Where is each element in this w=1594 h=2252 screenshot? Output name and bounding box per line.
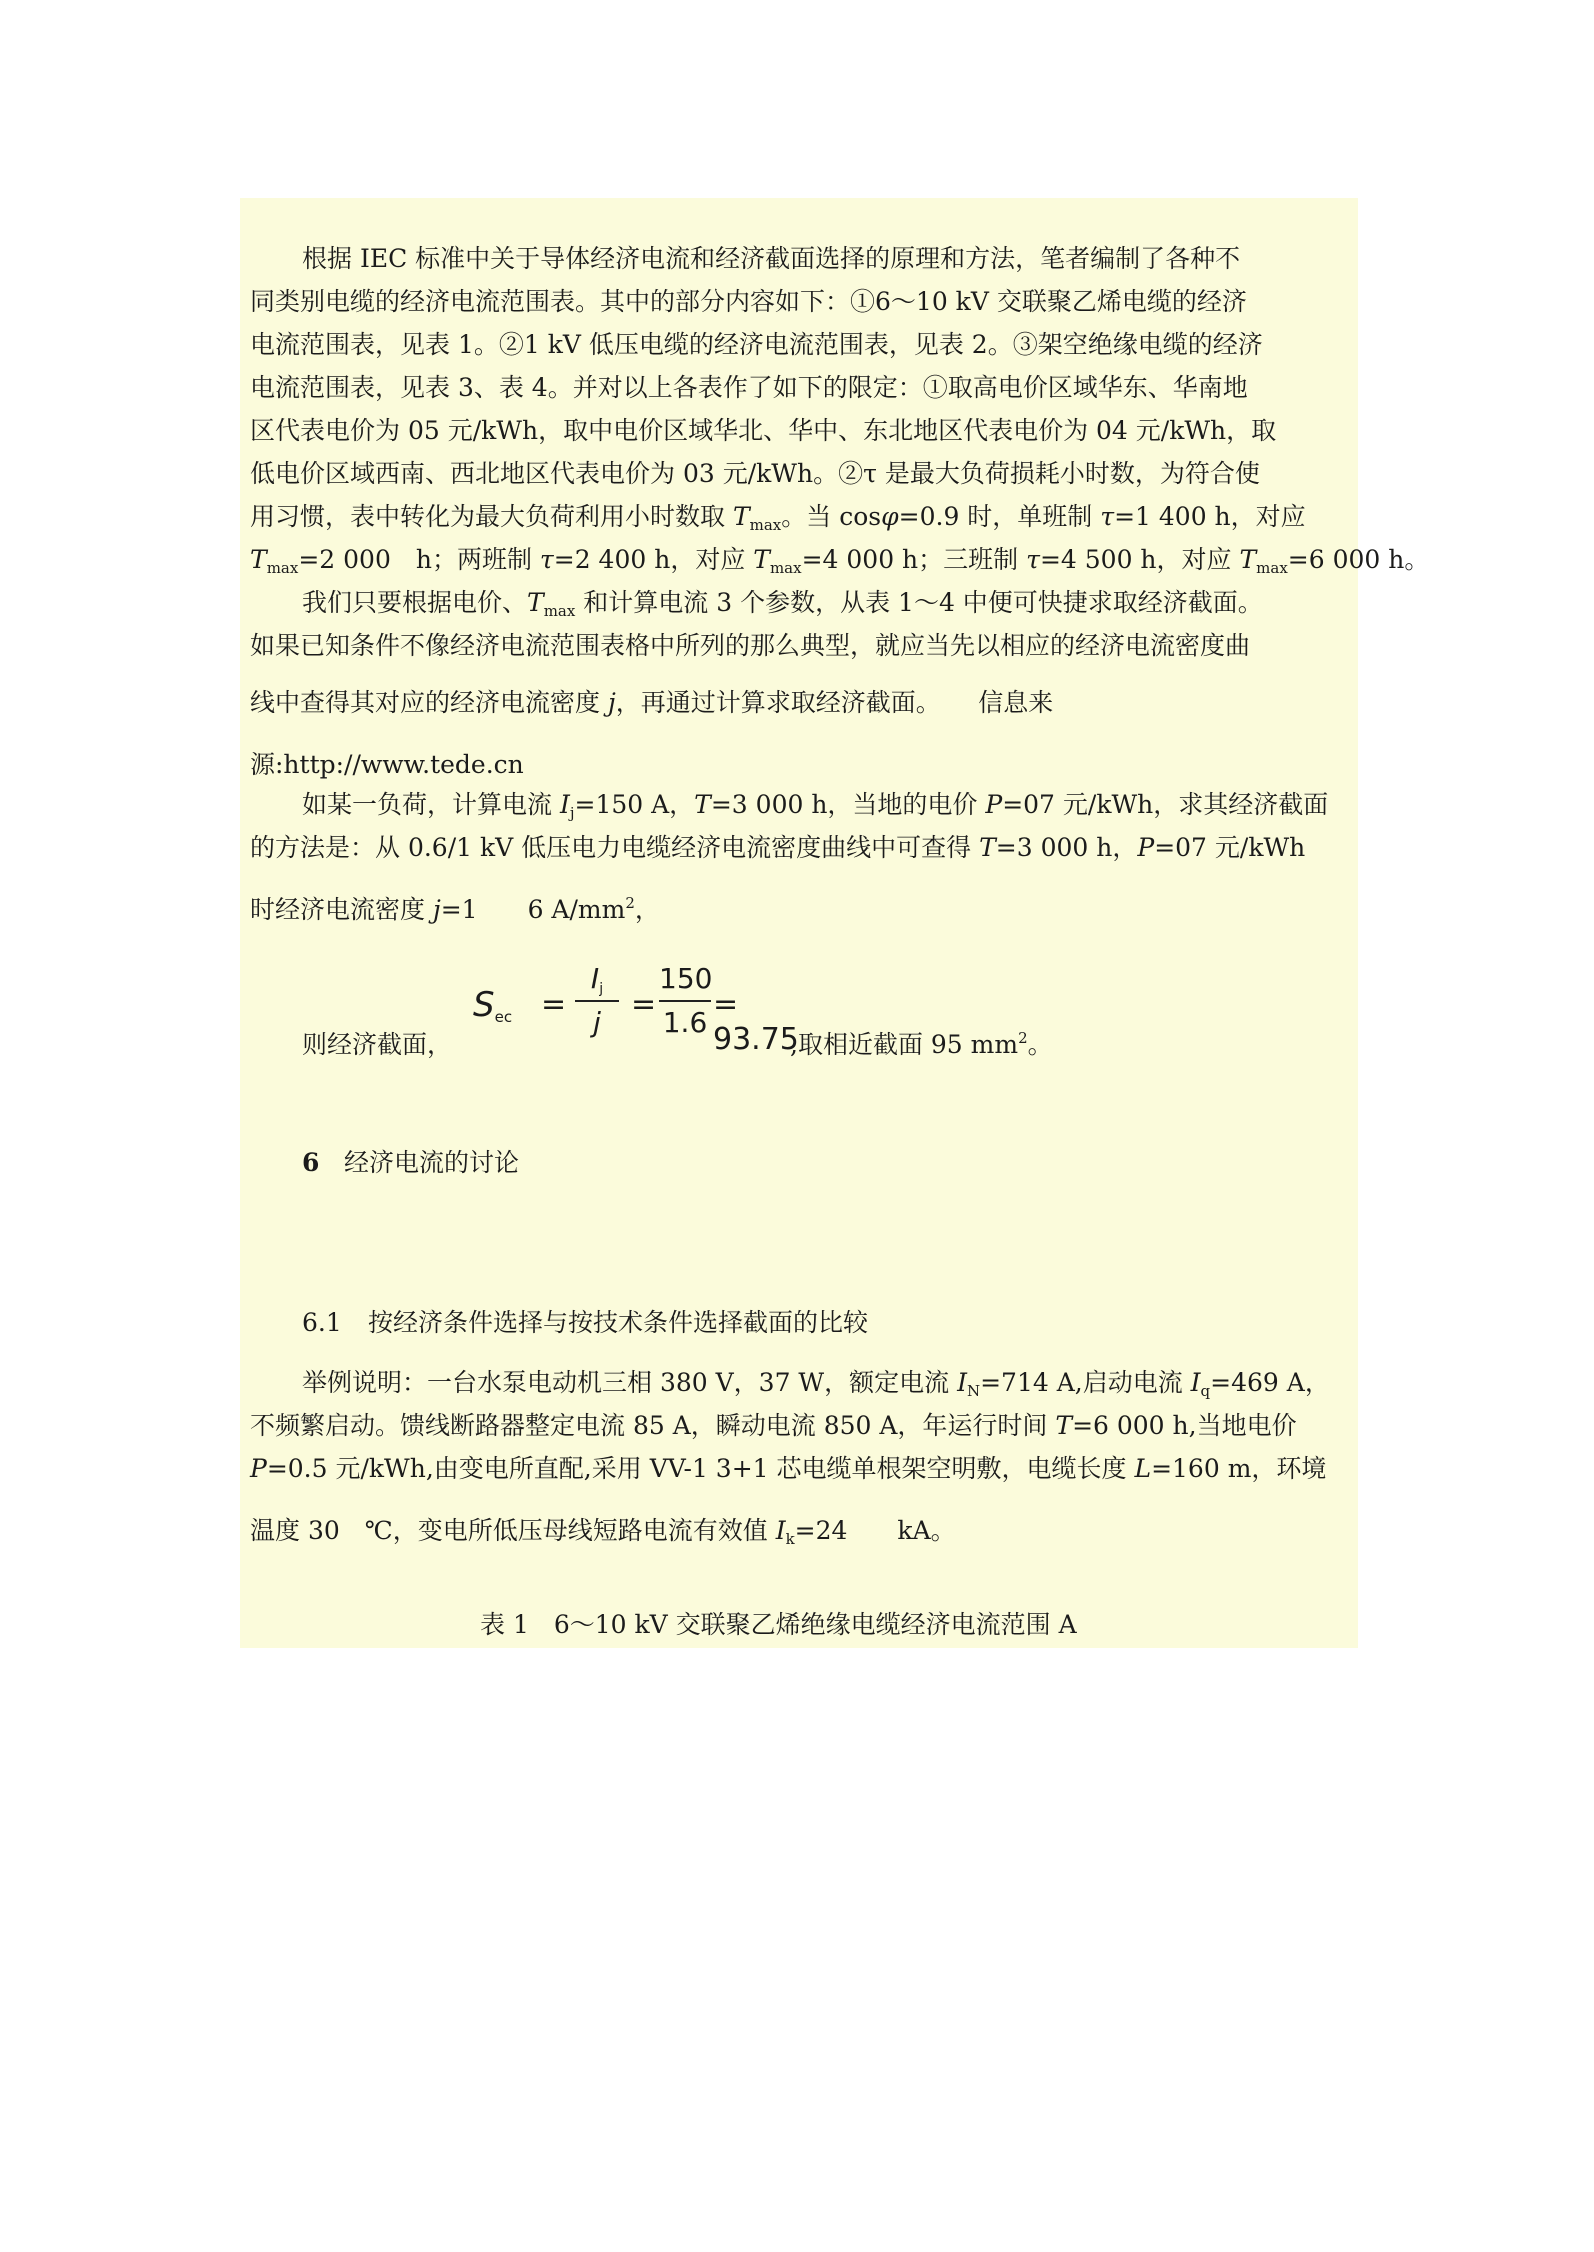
section-6-number: 6 (302, 1148, 320, 1177)
paragraph-1-line-1: 根据 IEC 标准中关于导体经济电流和经济截面选择的原理和方法，笔者编制了各种不 (302, 244, 1241, 273)
paragraph-1-line-5: 区代表电价为 05 元/kWh，取中电价区域华北、华中、东北地区代表电价为 04 元/kWh，取 (250, 416, 1277, 445)
source-url-line: 源:http://www.tede.cn (250, 750, 524, 779)
section-6-title: 经济电流的讨论 (344, 1148, 520, 1177)
paragraph-3-line-1: 如某一负荷，计算电流 $I_j=150$ A，T=3 000 h，当地的电价 P=07 元/kWh，求其经济截面 (302, 790, 1329, 822)
paragraph-1-line-6: 低电价区域西南、西北地区代表电价为 03 元/kWh。②τ 是最大负荷损耗小时数，为符合使 (250, 459, 1260, 488)
formula-fraction-1: $I_j$ j (575, 960, 619, 1042)
formula-trailing-text: ,取相近截面 95 $mm^2$。 (790, 1029, 1053, 1059)
section-6-1-title: 按经济条件选择与按技术条件选择截面的比较 (368, 1308, 869, 1337)
paragraph-2-line-3: 线中查得其对应的经济电流密度 j，再通过计算求取经济截面。 信息来 (250, 688, 1054, 717)
paragraph-1-line-3: 电流范围表，见表 1。②1 kV 低压电缆的经济电流范围表，见表 2。③架空绝缘电缆的经济 (250, 330, 1263, 359)
formula-equals-1: = (541, 987, 567, 1022)
paragraph-2-line-1: 我们只要根据电价、$T_{max}$ 和计算电流 3 个参数，从表 1～4 中便可快捷求取经济截面。 (302, 588, 1263, 620)
paragraph-4-line-3: P=0.5 元/kWh,由变电所直配,采用 VV-1 3+1 芯电缆单根架空明敷，电缆长度 L=160 m，环境 (250, 1454, 1327, 1483)
paragraph-2-line-2: 如果已知条件不像经济电流范围表格中所列的那么典型，就应当先以相应的经济电流密度曲 (250, 631, 1251, 660)
paragraph-1-line-7: 用习惯，表中转化为最大负荷利用小时数取 $T_{max}$。当 cosφ=0.9 时，单班制 τ=1 400 h，对应 (250, 502, 1306, 534)
formula-symbol-s: $S_{ec}$ (473, 985, 513, 1026)
paragraph-1-line-4: 电流范围表，见表 3、表 4。并对以上各表作了如下的限定：①取高电价区域华东、华南地 (250, 373, 1248, 402)
paragraph-1-line-8: $T_{max}=2$ 000 h；两班制 τ=2 400 h，对应 $T_{max}=4$ 000 h；三班制 τ=4 500 h，对应 $T_{max}=6$ 000 h。 (250, 545, 1430, 577)
formula-equals-2: = (631, 987, 657, 1022)
economic-section-formula (465, 960, 799, 1057)
paragraph-3-line-2: 的方法是：从 0.6/1 kV 低压电力电缆经济电流密度曲线中可查得 T=3 000 h，P=07 元/kWh (250, 833, 1306, 862)
paragraph-1-line-2: 同类别电缆的经济电流范围表。其中的部分内容如下：①6～10 kV 交联聚乙烯电缆的经济 (250, 287, 1247, 316)
paragraph-4-line-4: 温度 30 ℃，变电所低压母线短路电流有效值 $I_k=24$ kA。 (250, 1516, 956, 1548)
paragraph-4-line-1: 举例说明：一台水泵电动机三相 380 V，37 W，额定电流 $I_N=714$ A,启动电流 $I_q=469$ A， (302, 1368, 1330, 1400)
formula-result: = 93.75 (713, 987, 799, 1057)
section-6-1-number: 6.1 (302, 1308, 342, 1337)
formula-lead-text: 则经济截面， (302, 1030, 453, 1059)
paragraph-3-line-3: 时经济电流密度 j=1 6 $A/mm^2$， (250, 894, 660, 924)
formula-fraction-2: 150 1.6 (659, 962, 713, 1039)
paragraph-4-line-2: 不频繁启动。馈线断路器整定电流 85 A，瞬动电流 850 A，年运行时间 T=6 000 h,当地电价 (250, 1411, 1297, 1440)
table-1-caption: 表 1 6～10 kV 交联聚乙烯绝缘电缆经济电流范围 A (480, 1610, 1077, 1639)
